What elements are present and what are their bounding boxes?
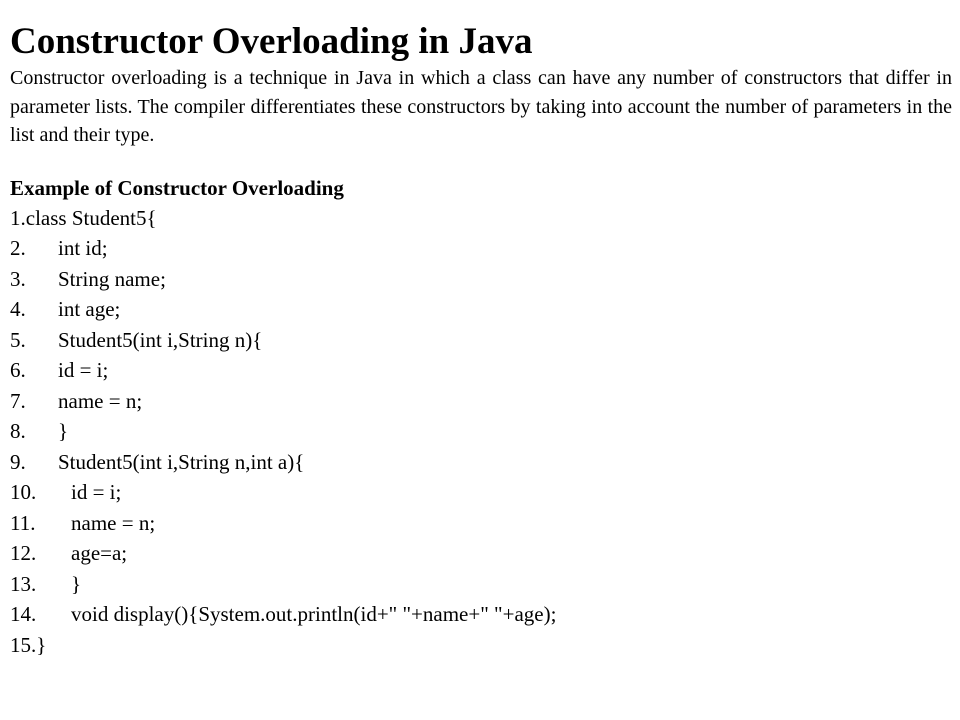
code-line (10, 233, 952, 264)
code-line (10, 599, 952, 630)
document-page (10, 22, 952, 660)
code-listing (10, 203, 952, 661)
line-number: 12. (10, 541, 37, 565)
code-text: name = n; (58, 388, 143, 413)
code-line (10, 325, 952, 356)
code-text: } (71, 571, 82, 596)
intro-paragraph: Constructor overloading is a technique in Java in which a class can have any number of constructors that differ in parameter lists. The compiler differentiates these constructors by taking into account the number of parameters in the list and their type. (10, 67, 952, 146)
line-number: 13. (10, 571, 37, 596)
code-text: void display(){System.out.println(id+" "+name+" "+age); (71, 602, 557, 626)
code-line (10, 508, 952, 539)
code-text: name = n; (71, 510, 156, 535)
code-text: Student5(int i,String n){ (58, 327, 263, 352)
code-text: int id; (58, 236, 108, 260)
line-number: 14. (10, 602, 37, 626)
code-text: Student5(int i,String n,int a){ (58, 449, 305, 474)
line-number: 2. (10, 236, 26, 260)
code-text: } (36, 632, 47, 657)
line-number: 8. (10, 419, 26, 443)
line-number: 10. (10, 480, 37, 504)
line-number: 11. (10, 510, 36, 535)
code-line (10, 538, 952, 569)
code-text: class Student5{ (25, 205, 157, 230)
page-title: Constructor Overloading in Java (10, 21, 533, 62)
line-number: 4. (10, 297, 26, 321)
code-text: id = i; (58, 358, 109, 382)
code-line (10, 416, 952, 447)
code-text: } (58, 419, 69, 443)
code-line (10, 355, 952, 386)
code-line (10, 294, 952, 325)
code-line (10, 264, 952, 295)
line-number: 6. (10, 358, 26, 382)
line-number: 15. (10, 632, 37, 657)
code-line (10, 477, 952, 508)
line-number: 1. (10, 205, 26, 230)
code-line (10, 447, 952, 478)
line-number: 7. (10, 388, 26, 413)
code-line (10, 569, 952, 600)
code-text: String name; (58, 266, 166, 291)
code-text: age=a; (71, 541, 128, 565)
line-number: 3. (10, 266, 26, 291)
example-heading: Example of Constructor Overloading (10, 175, 344, 200)
line-number: 9. (10, 449, 26, 474)
code-line (10, 630, 952, 661)
code-line (10, 386, 952, 417)
code-text: id = i; (71, 480, 122, 504)
code-text: int age; (58, 297, 121, 321)
line-number: 5. (10, 327, 26, 352)
code-line (10, 203, 952, 234)
